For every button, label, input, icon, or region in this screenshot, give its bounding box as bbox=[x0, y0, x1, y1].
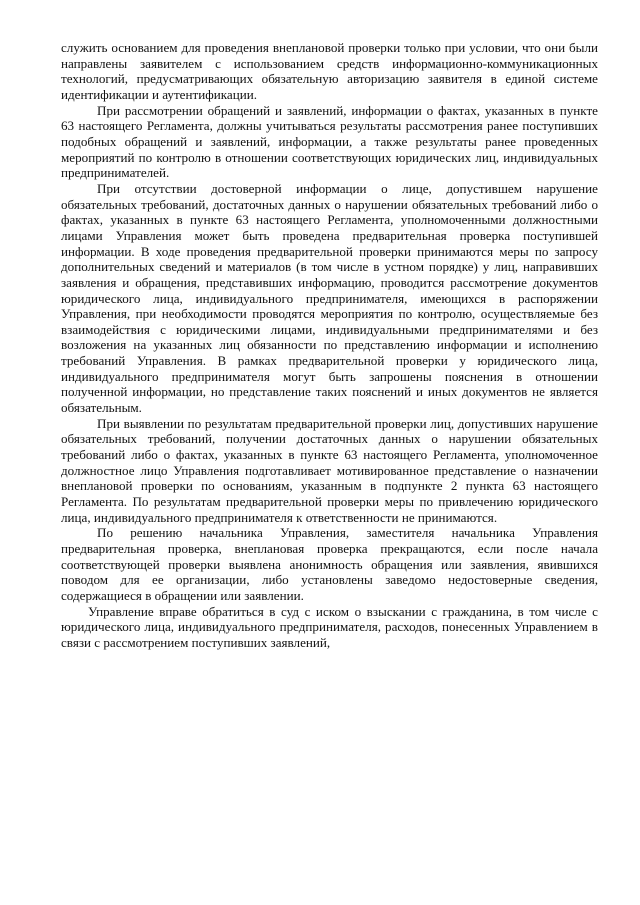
paragraph-3: При отсутствии достоверной информации о лице, допустившем нарушение обязательных требований, достаточных данных о нарушении обязательных требований либо о фактах, указанных в пункте 63 настоящего Регламента, уполномоченными должностными лицами Управления может быть проведена предварительная проверка поступившей информации. В ходе проведения предварительной проверки принимаются меры по запросу дополнительных сведений и материалов (в том числе в устном порядке) у лиц, направивших заявления и обращения, представивших информацию, проводится рассмотрение документов юридического лица, индивидуального предпринимателя, имеющихся в распоряжении Управления, при необходимости проводятся мероприятия по контролю, осуществляемые без взаимодействия с юридическими лицами, индивидуальными предпринимателями и без возложения на указанных лиц обязанности по представлению информации и исполнению требований Управления. В рамках предварительной проверки у юридического лица, индивидуального предпринимателя могут быть запрошены пояснения в отношении полученной информации, но представление таких пояснений и иных документов не является обязательным. bbox=[61, 180, 598, 416]
paragraph-4: При выявлении по результатам предварительной проверки лиц, допустивших нарушение обязательных требований, получении достаточных данных о нарушении обязательных требований либо о фактах, указанных в пункте 63 настоящего Регламента, уполномоченное должностное лицо Управления подготавливает мотивированное представление о назначении внеплановой проверки по основаниям, указанным в подпункте 2 пункта 63 настоящего Регламента. По результатам предварительной проверки меры по привлечению юридического лица, индивидуального предпринимателя к ответственности не принимаются. bbox=[61, 415, 598, 525]
paragraph-6: Управление вправе обратиться в суд с иском о взыскании с гражданина, в том числе с юридического лица, индивидуального предпринимателя, расходов, понесенных Управлением в связи с рассмотрением поступивших заявлений, bbox=[61, 603, 598, 650]
document-page bbox=[61, 40, 598, 651]
paragraph-5: По решению начальника Управления, заместителя начальника Управления предварительная проверка, внеплановая проверка прекращаются, если после начала соответствующей проверки выявлена анонимность обращения или заявления, явившихся поводом для ее организации, либо установлены заведомо недостоверные сведения, содержащиеся в обращении или заявлении. bbox=[61, 525, 598, 603]
paragraph-1: служить основанием для проведения внеплановой проверки только при условии, что они были направлены заявителем с использованием средств информационно-коммуникационных технологий, предусматривающих обязательную авторизацию заявителя в единой системе идентификации и аутентификации. bbox=[61, 40, 598, 102]
paragraph-2: При рассмотрении обращений и заявлений, информации о фактах, указанных в пункте 63 настоящего Регламента, должны учитываться результаты рассмотрения ранее поступивших подобных обращений и заявлений, информации, а также результаты ранее проведенных мероприятий по контролю в отношении соответствующих юридических лиц, индивидуальных предпринимателей. bbox=[61, 102, 598, 181]
